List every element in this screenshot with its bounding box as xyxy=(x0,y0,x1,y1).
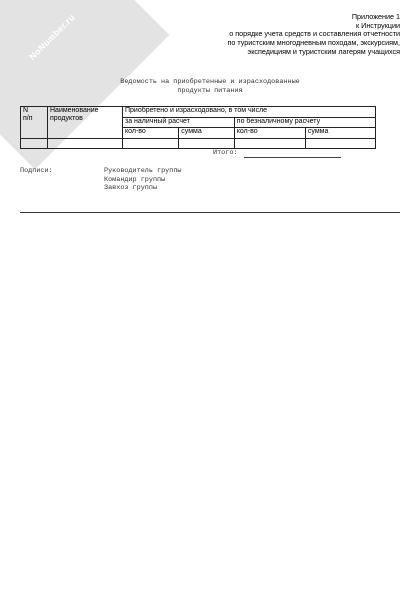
table-cell xyxy=(305,138,375,149)
appendix-line: к Инструкции xyxy=(356,20,400,30)
title-line-2: продукты питания xyxy=(177,87,243,95)
header-cell-cash: за наличный расчет xyxy=(123,117,235,128)
appendix-line: о порядке учета средств и составления отчетности xyxy=(229,29,400,39)
table-cell xyxy=(123,138,179,149)
signatures-label: Подписи: xyxy=(20,167,53,175)
header-text: продуктов xyxy=(50,115,83,122)
signature-role: Завхоз группы xyxy=(104,184,158,193)
appendix-line: по туристским многодневным походам, экскурсиям, xyxy=(227,38,400,48)
total-label: Итого: xyxy=(213,149,238,157)
table-cell xyxy=(234,138,305,149)
signature-role: Руководитель группы xyxy=(104,167,182,175)
table-cell xyxy=(48,138,123,149)
header-text: N xyxy=(23,107,29,114)
table-cell xyxy=(179,138,234,149)
table-row xyxy=(21,138,376,149)
table-header-row xyxy=(21,107,376,118)
signature-roles xyxy=(104,167,182,193)
bottom-divider xyxy=(20,212,400,213)
appendix-line: экспедициям и туристским лагерям учащихся xyxy=(247,46,400,56)
header-text: п/п xyxy=(23,115,33,122)
header-cell-acquired: Приобретено и израсходовано, в том числе xyxy=(123,107,376,118)
header-text: Наименование xyxy=(50,107,99,114)
header-cell-qty-cash: кол-во xyxy=(123,128,179,139)
appendix-line: Приложение 1 xyxy=(351,12,400,21)
header-cell-qty-noncash: кол-во xyxy=(234,128,305,139)
signature-role: Командир группы xyxy=(104,175,166,184)
document-title xyxy=(20,78,400,96)
total-value-line xyxy=(244,157,341,158)
title-line-1: Ведомость на приобретенные и израсходованные xyxy=(120,78,300,86)
header-cell-sum-cash: сумма xyxy=(179,128,234,139)
header-cell-sum-noncash: сумма xyxy=(305,128,375,139)
table-cell xyxy=(21,138,48,149)
food-ledger-table xyxy=(20,106,376,149)
watermark-text: NoNumber.ru xyxy=(27,12,77,62)
header-cell-product-name xyxy=(48,107,123,139)
appendix-header xyxy=(140,13,400,57)
header-cell-noncash: по безналичному расчету xyxy=(234,117,375,128)
header-cell-number xyxy=(21,107,48,139)
